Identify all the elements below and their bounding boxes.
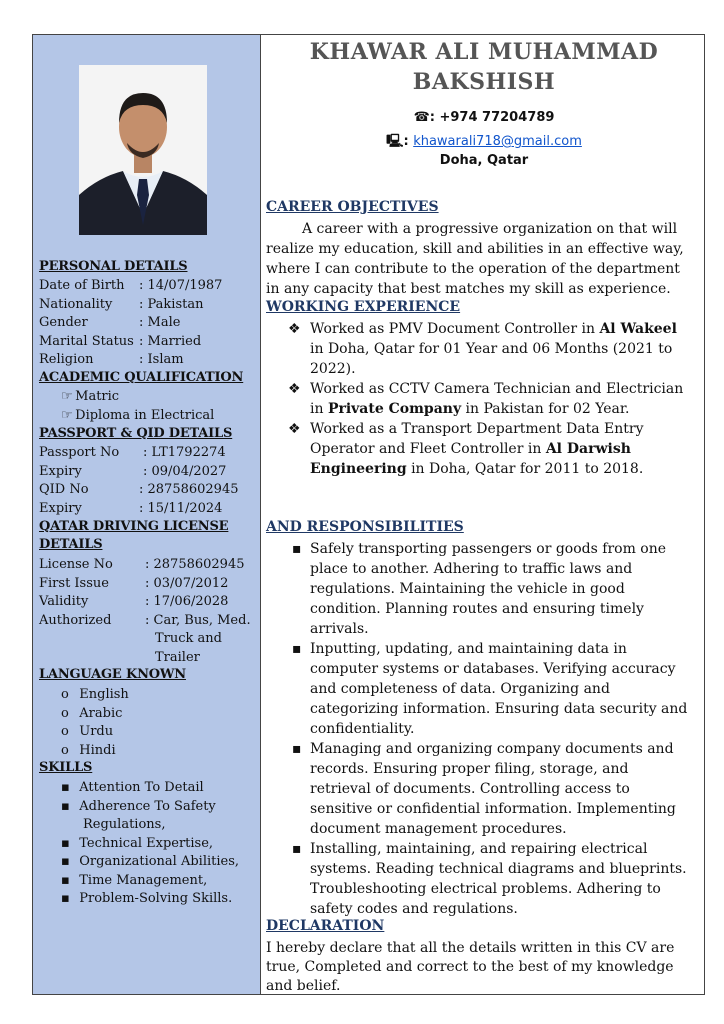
academic-heading: ACADEMIC QUALIFICATION <box>39 370 244 385</box>
responsibility-item: ▪ Safely transporting passengers or goods from one place to another. Adhering to traffic laws and regulations. Maintaining the vehicle in good condition. Planning routes and ensuring timely arrivals. <box>292 541 667 637</box>
phone-icon: ☎ <box>413 110 430 125</box>
declaration-line: and belief. <box>266 978 341 994</box>
diamond-bullet-icon: ❖ <box>288 381 301 397</box>
skills-heading: SKILLS <box>39 760 93 775</box>
driving-label: Authorized <box>39 613 112 628</box>
personal-value: : Male <box>139 315 181 330</box>
driving-label: License No <box>39 557 113 572</box>
skill-item: ▪ Problem-Solving Skills. <box>61 891 233 906</box>
passport-value: : 28758602945 <box>139 482 239 497</box>
skill-item: ▪ Organizational Abilities, <box>61 854 240 869</box>
passport-value: : LT1792274 <box>143 445 226 460</box>
passport-label: QID No <box>39 482 89 497</box>
passport-label: Expiry <box>39 501 82 516</box>
passport-label: Passport No <box>39 445 120 460</box>
square-bullet-icon: ▪ <box>292 841 302 857</box>
driving-value: : 17/06/2028 <box>145 594 229 609</box>
skill-item: ▪ Attention To Detail <box>61 780 204 795</box>
responsibility-item: ▪ Inputting, updating, and maintaining data in computer systems or databases. Verifying accuracy and completeness of data. Organizing and categorizing information. Ensuring data security and confidentiality. <box>292 641 688 737</box>
declaration-line: true, Completed and correct to the best of my knowledge <box>266 959 674 975</box>
pointing-hand-icon: ☞ <box>61 408 73 423</box>
language-item: o Arabic <box>61 706 123 721</box>
location: Doha, Qatar <box>439 153 529 168</box>
academic-item: ☞ Diploma in Electrical <box>61 407 214 426</box>
email-line: 🖳: khawarali718@gmail.com <box>386 134 582 149</box>
career-objectives-heading: CAREER OBJECTIVES <box>266 199 439 215</box>
sidebar <box>33 35 261 994</box>
experience-item: ❖ Worked as a Transport Department Data Entry Operator and Fleet Controller in Al Darwish Engineering in Doha, Qatar for 2011 to 2018. <box>288 421 644 477</box>
driving-value-cont: Trailer <box>155 650 200 665</box>
driving-value: : 28758602945 <box>145 557 245 572</box>
personal-row: Nationality <box>39 297 113 312</box>
driving-label: Validity <box>39 594 89 609</box>
personal-row: Religion <box>39 352 94 367</box>
career-line: where I can contribute to the operation of the department <box>266 261 680 277</box>
passport-value: : 09/04/2027 <box>143 464 227 479</box>
personal-row: Marital Status <box>39 334 134 349</box>
experience-item: ❖ Worked as PMV Document Controller in Al Wakeel in Doha, Qatar for 01 Year and 06 Months (2021 to 2022). <box>288 321 677 377</box>
responsibility-item: ▪ Installing, maintaining, and repairing electrical systems. Reading technical diagrams and blueprints. Troubleshooting electrical problems. Adhering to safety codes and regulations. <box>292 841 687 917</box>
main-column <box>266 35 702 994</box>
academic-item: ☞ Matric <box>61 388 119 407</box>
profile-photo <box>79 65 207 235</box>
passport-heading: PASSPORT & QID DETAILS <box>39 426 233 441</box>
phone-line: ☎: +974 77204789 <box>413 110 555 125</box>
personal-value: : 14/07/1987 <box>139 278 223 293</box>
responsibility-item: ▪ Managing and organizing company documents and records. Ensuring proper filing, storage, and retrieval of documents. Controlling access to sensitive or confidential information. Implementing document management procedures. <box>292 741 676 837</box>
driving-heading-line2: DETAILS <box>39 537 103 552</box>
working-experience-heading: WORKING EXPERIENCE <box>266 299 461 315</box>
language-heading: LANGUAGE KNOWN <box>39 667 186 682</box>
square-bullet-icon: ▪ <box>292 741 302 757</box>
career-line: in any capacity that best matches my skill as experience. <box>266 281 671 297</box>
diamond-bullet-icon: ❖ <box>288 421 301 437</box>
personal-row: Date of Birth <box>39 278 125 293</box>
skill-item: ▪ Technical Expertise, <box>61 836 214 851</box>
experience-item: ❖ Worked as CCTV Camera Technician and Electrician in Private Company in Pakistan for 02 Year. <box>288 381 684 417</box>
skill-item: ▪ Adherence To Safety <box>61 799 216 814</box>
career-line: realize my education, skill and abilities in an effective way, <box>266 241 684 257</box>
responsibilities-heading: AND RESPONSIBILITIES <box>266 519 464 535</box>
personal-value: : Married <box>139 334 202 349</box>
career-line: A career with a progressive organization on that will <box>302 221 678 237</box>
passport-label: Expiry <box>39 464 82 479</box>
declaration-line: I hereby declare that all the details written in this CV are <box>266 940 675 956</box>
cv-page <box>32 34 705 995</box>
personal-value: : Islam <box>139 352 184 367</box>
diamond-bullet-icon: ❖ <box>288 321 301 337</box>
email-link[interactable]: khawarali718@gmail.com <box>413 134 582 149</box>
pointing-hand-icon: ☞ <box>61 389 73 404</box>
skill-item: ▪ Time Management, <box>61 873 208 888</box>
skill-item-cont: Regulations, <box>83 817 166 832</box>
passport-value: : 15/11/2024 <box>139 501 223 516</box>
driving-value: : 03/07/2012 <box>145 576 229 591</box>
language-item: o Hindi <box>61 743 116 758</box>
language-item: o English <box>61 687 129 702</box>
personal-row: Gender <box>39 315 88 330</box>
driving-value: : Car, Bus, Med. <box>145 613 251 628</box>
square-bullet-icon: ▪ <box>292 541 302 557</box>
personal-value: : Pakistan <box>139 297 204 312</box>
driving-heading-line1: QATAR DRIVING LICENSE <box>39 519 229 534</box>
driving-value-cont: Truck and <box>155 631 222 646</box>
computer-icon: 🖳 <box>386 134 404 149</box>
personal-details-heading: PERSONAL DETAILS <box>39 259 188 274</box>
driving-label: First Issue <box>39 576 109 591</box>
square-bullet-icon: ▪ <box>292 641 302 657</box>
declaration-heading: DECLARATION <box>266 918 385 934</box>
candidate-name-line1: KHAWAR ALI MUHAMMAD <box>309 39 659 65</box>
language-item: o Urdu <box>61 724 114 739</box>
candidate-name-line2: BAKSHISH <box>412 69 556 95</box>
